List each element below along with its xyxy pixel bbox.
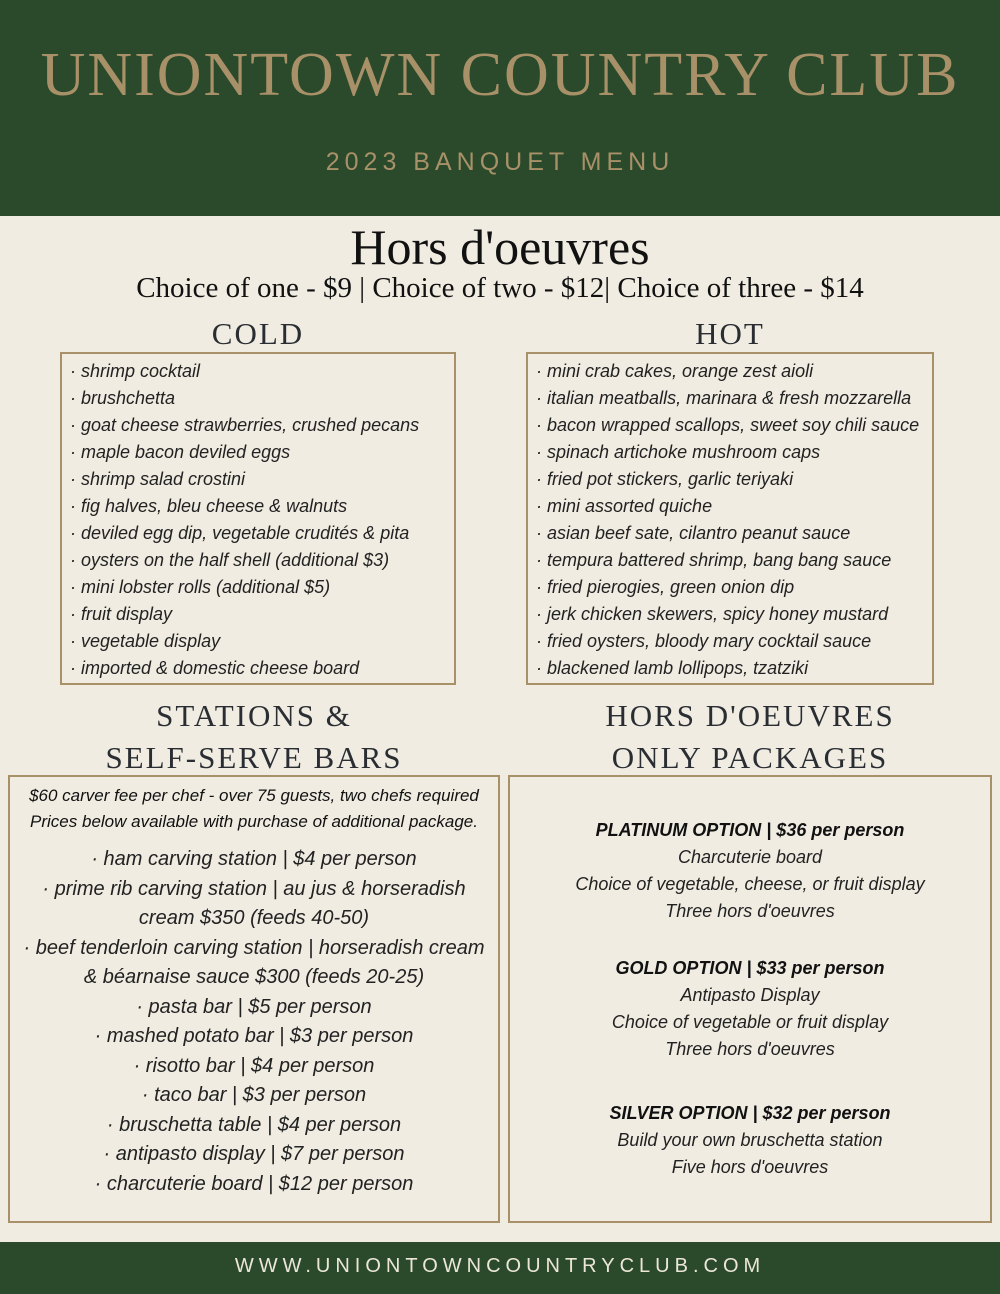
gold-option-line: Antipasto Display (680, 985, 820, 1005)
list-item: · ham carving station | $4 per person (91, 848, 417, 870)
list-item: · bruschetta table | $4 per person (106, 1113, 402, 1136)
cold-items-box (60, 352, 456, 685)
silver-option-line: Five hors d'oeuvres (671, 1157, 829, 1177)
footer-banner (0, 1242, 1000, 1294)
list-item: · pasta bar | $5 per person (136, 995, 372, 1018)
hot-items-box (526, 352, 934, 685)
list-item: · fried oysters, bloody mary cocktail sauce (536, 631, 872, 651)
list-item: · shrimp salad crostini (70, 469, 246, 489)
pricing-note: Prices below available with purchase of additional package. (30, 812, 478, 831)
silver-option-line: Build your own bruschetta station (617, 1130, 883, 1150)
list-item: · shrimp cocktail (70, 361, 201, 381)
list-item: · charcuterie board | $12 per person (94, 1172, 414, 1195)
club-name: UNIONTOWN COUNTRY CLUB (40, 41, 960, 109)
list-item: · fruit display (70, 604, 173, 624)
list-item: · imported & domestic cheese board (70, 658, 360, 678)
list-item: · fig halves, bleu cheese & walnuts (70, 496, 348, 516)
list-item: · tempura battered shrimp, bang bang sauce (536, 550, 892, 570)
list-item: · mashed potato bar | $3 per person (94, 1025, 414, 1047)
list-item: · mini crab cakes, orange zest aioli (536, 361, 814, 381)
list-item: · taco bar | $3 per person (141, 1084, 367, 1106)
list-item: · antipasto display | $7 per person (103, 1143, 405, 1165)
platinum-option-line: Charcuterie board (677, 847, 823, 867)
stations-box (8, 775, 500, 1223)
list-item: · blackened lamb lollipops, tzatziki (536, 658, 809, 678)
stations-heading-line2: SELF-SERVE BARS (105, 740, 403, 775)
cold-heading: COLD (211, 316, 305, 351)
hot-heading: HOT (695, 316, 765, 351)
silver-option-title: SILVER OPTION | $32 per person (609, 1103, 891, 1123)
list-item: · mini assorted quiche (536, 496, 713, 516)
packages-box (508, 775, 992, 1223)
platinum-option-line: Choice of vegetable, cheese, or fruit display (575, 874, 925, 894)
hot-items-list (536, 358, 932, 682)
platinum-option-line: Three hors d'oeuvres (665, 901, 835, 921)
list-item: · vegetable display (70, 631, 221, 651)
list-item: · bacon wrapped scallops, sweet soy chili sauce (536, 415, 920, 435)
list-item: · spinach artichoke mushroom caps (536, 442, 821, 462)
platinum-option-title: PLATINUM OPTION | $36 per person (595, 820, 905, 840)
menu-title: 2023 BANQUET MENU (325, 148, 675, 176)
list-item: · fried pierogies, green onion dip (536, 577, 795, 597)
list-item: · asian beef sate, cilantro peanut sauce (536, 523, 851, 543)
gold-option-title: GOLD OPTION | $33 per person (615, 958, 885, 978)
cold-items-list (70, 358, 454, 682)
gold-option (510, 955, 990, 1063)
list-item: · brushchetta (70, 388, 176, 408)
packages-heading-line1: HORS D'OEUVRES (605, 698, 895, 733)
list-item: · italian meatballs, marinara & fresh mozzarella (536, 388, 912, 408)
list-item: · prime rib carving station | au jus & horseradish cream $350 (feeds 40-50) (42, 877, 466, 929)
hors-doeuvres-title: Hors d'oeuvres (350, 219, 650, 275)
website-link[interactable]: WWW.UNIONTOWNCOUNTRYCLUB.COM (234, 1255, 766, 1277)
hors-doeuvres-pricing: Choice of one - $9 | Choice of two - $12| Choice of three - $14 (136, 272, 864, 304)
list-item: · risotto bar | $4 per person (133, 1054, 375, 1077)
stations-list (16, 845, 492, 1199)
silver-option (510, 1100, 990, 1181)
header-banner (0, 0, 1000, 216)
list-item: · mini lobster rolls (additional $5) (70, 577, 331, 597)
packages-heading-line2: ONLY PACKAGES (611, 740, 889, 775)
gold-option-line: Choice of vegetable or fruit display (611, 1012, 889, 1032)
list-item: · goat cheese strawberries, crushed pecans (70, 415, 420, 435)
stations-heading-line1: STATIONS & (156, 698, 352, 733)
list-item: · jerk chicken skewers, spicy honey mustard (536, 604, 889, 624)
gold-option-line: Three hors d'oeuvres (665, 1039, 835, 1059)
list-item: · oysters on the half shell (additional $3) (70, 550, 390, 570)
list-item: · maple bacon deviled eggs (70, 442, 291, 462)
carver-fee-note: $60 carver fee per chef - over 75 guests, two chefs required (29, 786, 479, 805)
list-item: · beef tenderloin carving station | horseradish cream & béarnaise sauce $300 (feeds 20-25) (23, 936, 485, 988)
platinum-option (510, 817, 990, 925)
list-item: · deviled egg dip, vegetable crudités & pita (70, 523, 410, 543)
list-item: · fried pot stickers, garlic teriyaki (536, 469, 794, 489)
